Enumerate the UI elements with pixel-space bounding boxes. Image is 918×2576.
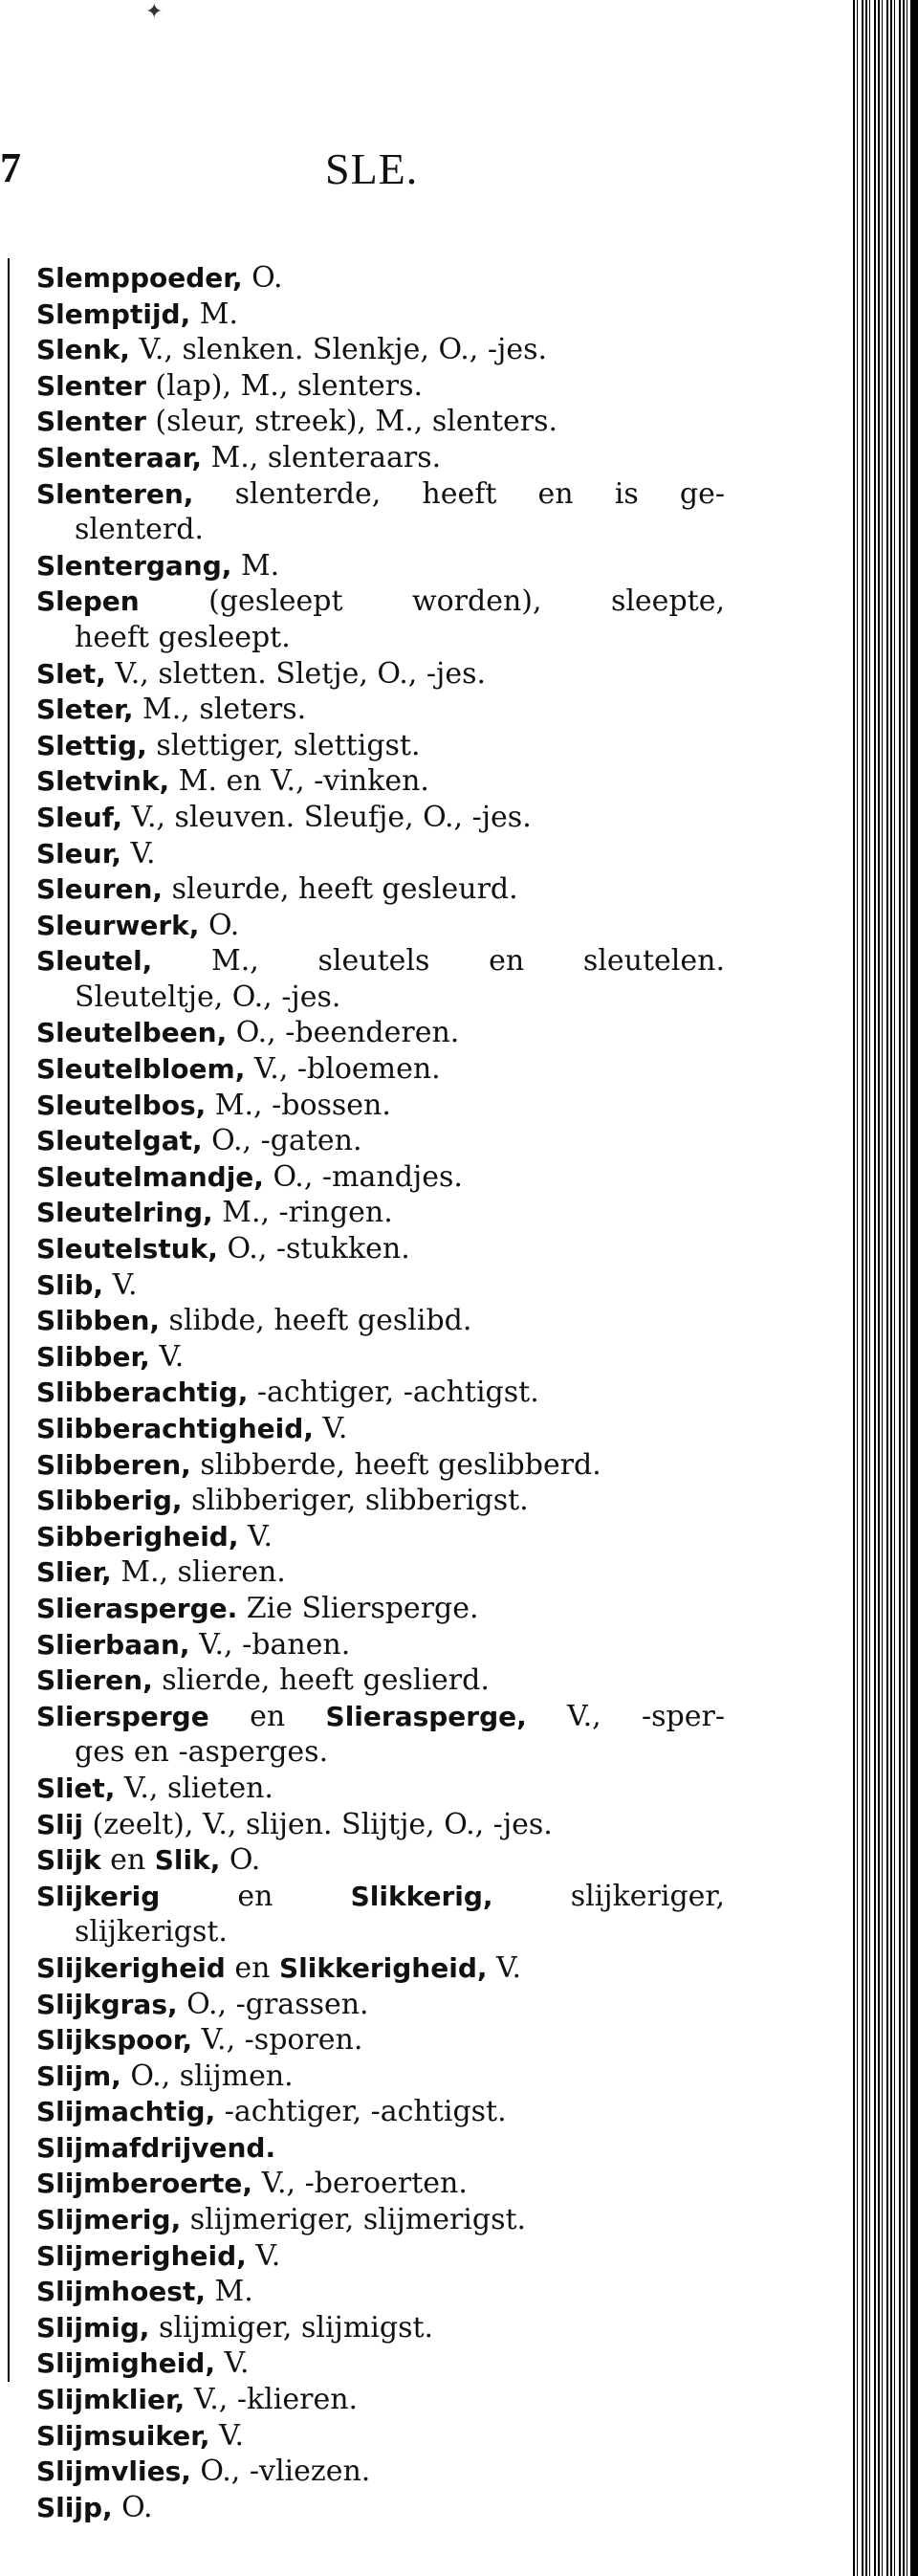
headword: Slenteraar, [36, 441, 202, 473]
dictionary-entry [36, 1375, 725, 1411]
headword: Sletvink, [36, 765, 170, 798]
entry-text: V. [214, 2346, 250, 2381]
dictionary-entry [36, 656, 725, 693]
dictionary-entry [36, 1339, 725, 1376]
headword: Sleter, [36, 694, 134, 726]
entry-text: slijmeriger, slijmerigst. [181, 2203, 527, 2237]
entry-text: V., sletten. Sletje, O., -jes. [105, 656, 487, 691]
entry-text: V. [209, 2418, 245, 2453]
entry-text: M. [190, 297, 239, 331]
headword: Sleutelbeen, [36, 1017, 228, 1049]
entry-text: V., slieten. [115, 1771, 273, 1805]
entry-text: V., -banen. [189, 1627, 351, 1662]
headword: Sleuren, [36, 873, 164, 906]
headword: Sleutel, [36, 945, 153, 978]
headword: Slijmachtig, [36, 2096, 216, 2128]
entry-text: (lap), M., slenters. [145, 368, 424, 403]
headword: Sleutelgat, [36, 1125, 203, 1157]
dictionary-entry [36, 440, 725, 476]
dictionary-entry [36, 1123, 725, 1159]
entry-text: O., -grassen. [177, 1987, 369, 2021]
dictionary-entry [36, 1662, 725, 1699]
headword: Slib, [36, 1268, 104, 1301]
entry-text: slenterde, heeft en is ge- [193, 476, 725, 511]
entry-continuation: Sleuteltje, O., -jes. [75, 980, 341, 1014]
headword: Slijmberoerte, [36, 2168, 253, 2200]
dictionary-entry [36, 2490, 725, 2526]
headword: Sleurwerk, [36, 909, 200, 941]
book-binding-edge [910, 0, 918, 2576]
entry-continuation: slijkerigst. [75, 1915, 228, 1949]
dictionary-entry [36, 908, 725, 944]
headword: Slierbaan, [36, 1628, 190, 1661]
entry-text: O., slijmen. [120, 2059, 294, 2093]
headword: Slenter [36, 369, 146, 402]
dictionary-entry [36, 1088, 725, 1124]
headword: Slibberig, [36, 1485, 183, 1517]
headword: Slibberachtig, [36, 1376, 249, 1409]
entry-text: O., -mandjes. [263, 1159, 463, 1194]
entry-text: V. [246, 2238, 281, 2273]
entry-text: O. [242, 261, 283, 295]
dictionary-entry [36, 2166, 725, 2202]
entry-text: V., -klieren. [185, 2383, 359, 2417]
headword: Slierasperge. [36, 1592, 238, 1624]
headword: Slijmigheid, [36, 2347, 215, 2380]
entry-text: slierde, heeft geslierd. [152, 1663, 490, 1698]
headword: Slijmvlies, [36, 2455, 191, 2488]
headword: Sleutelring, [36, 1197, 213, 1229]
dictionary-entry [36, 2059, 725, 2095]
entry-text: V. [313, 1412, 348, 1445]
headword: Slijmig, [36, 2311, 150, 2344]
entry-text: O., -stukken. [217, 1232, 410, 1266]
entry-text: slibberiger, slibberigst. [182, 1484, 529, 1518]
dictionary-entry [36, 1411, 725, 1447]
entry-text: V., -bloemen. [245, 1052, 441, 1087]
headword: Slijmhoest, [36, 2276, 206, 2308]
headword: Slijkspoor, [36, 2024, 193, 2057]
entry-text: M. en V., -vinken. [169, 764, 429, 799]
dictionary-entry [36, 297, 725, 333]
headword: Slijkgras, [36, 1988, 178, 2020]
dictionary-entry [36, 2022, 725, 2059]
entry-text: O., -beenderen. [227, 1016, 460, 1050]
entry-text: V. [487, 1950, 521, 1985]
dictionary-entry [36, 763, 725, 800]
entry-text: O. [112, 2490, 153, 2524]
entry-text: M., slenteraars. [202, 440, 442, 474]
headword: Slet, [36, 657, 106, 690]
dictionary-entry [36, 1231, 725, 1267]
dictionary-entry [36, 476, 725, 513]
entry-text: (zeelt), V., slijen. Slijtje, O., -jes. [82, 1807, 553, 1841]
headword: Slieren, [36, 1664, 153, 1697]
headword: Sleutelbos, [36, 1089, 207, 1121]
headword: Slijkerig [36, 1880, 161, 1912]
entry-text: M. [205, 2275, 253, 2309]
dictionary-entry [36, 2345, 725, 2382]
entry-text: slettiger, slettigst. [146, 728, 421, 762]
headword: Slikkerigheid, [279, 1951, 488, 1984]
dictionary-entry [36, 2418, 725, 2455]
headword: Slijk [36, 1844, 101, 1877]
dictionary-entry [36, 368, 725, 405]
entry-text: en [208, 1699, 326, 1733]
entry-text: O. [199, 908, 240, 942]
entry-text: M., slieren. [111, 1555, 286, 1590]
page-title: SLE. [325, 144, 419, 193]
entry-text: V. [238, 1519, 273, 1553]
headword: Slijmklier, [36, 2384, 186, 2416]
entry-text: M., sleutels en sleutelen. [152, 944, 725, 979]
entry-text: en [160, 1879, 351, 1913]
headword: Slepen [36, 585, 140, 618]
entry-text: (sleur, streek), M., slenters. [145, 405, 558, 439]
page-number: 7 [0, 144, 21, 191]
dictionary-entry [36, 1447, 725, 1484]
headword: Sleur, [36, 837, 122, 870]
dictionary-entry [36, 2274, 725, 2310]
headword: Sliersperge [36, 1700, 209, 1732]
dictionary-entry [36, 1807, 725, 1843]
dictionary-entry [36, 2238, 725, 2275]
dictionary-entry [36, 692, 725, 728]
entry-text: V. [149, 1339, 185, 1374]
dictionary-entry [36, 1483, 725, 1519]
entry-text: V. [121, 836, 156, 870]
entry-text: M., -ringen. [212, 1196, 393, 1230]
entry-continuation: slenterd. [75, 513, 204, 547]
dictionary-entry [36, 332, 725, 368]
dictionary-entry [36, 1879, 725, 1915]
headword: Slenter [36, 406, 146, 438]
headword: Slibber, [36, 1340, 150, 1373]
dictionary-entry [36, 1519, 725, 1555]
headword: Slier, [36, 1556, 112, 1589]
entry-text: (gesleept worden), sleepte, [139, 584, 725, 619]
margin-rule [8, 258, 10, 2382]
headword: Slik, [154, 1844, 221, 1877]
entry-text: V., -beroerten. [252, 2167, 468, 2201]
dictionary-entry [36, 1267, 725, 1304]
headword: Slijp, [36, 2491, 113, 2523]
dictionary-entry [36, 836, 725, 872]
dictionary-entry [36, 1303, 725, 1339]
dictionary-entry [36, 2382, 725, 2418]
dictionary-entry [36, 404, 725, 440]
entry-text: M., -bossen. [206, 1088, 391, 1122]
headword: Slenteren, [36, 477, 194, 510]
headword: Slibberachtigheid, [36, 1413, 314, 1444]
entry-text: M. [231, 548, 280, 583]
dictionary-entry [36, 1591, 725, 1627]
entry-text: en [100, 1843, 155, 1878]
entry-text: V., -sper- [526, 1699, 725, 1733]
dictionary-entry [36, 1195, 725, 1231]
headword: Sleutelmandje, [36, 1160, 264, 1193]
headword: Sleutelbloem, [36, 1053, 246, 1086]
dictionary-entry [36, 1554, 725, 1591]
dictionary-entry [36, 943, 725, 980]
entry-text: -achtiger, -achtigst. [215, 2095, 507, 2129]
dictionary-entry [36, 1015, 725, 1051]
dictionary-entry [36, 260, 725, 297]
dictionary-entry [36, 1950, 725, 1987]
headword: Sleuf, [36, 801, 122, 833]
entry-text: V., sleuven. Sleufje, O., -jes. [121, 800, 532, 834]
headword: Slierasperge, [325, 1700, 527, 1732]
dictionary-entry [36, 548, 725, 584]
dictionary-entry [36, 583, 725, 620]
entry-text: slijkeriger, [492, 1879, 725, 1913]
entry-continuation: ges en -asperges. [75, 1735, 329, 1770]
entry-text: O., -vliezen. [190, 2455, 371, 2489]
headword: Sliet, [36, 1772, 116, 1804]
entry-text: O. [220, 1843, 261, 1878]
headword: Slibberen, [36, 1448, 191, 1481]
dictionary-entry [36, 1159, 725, 1196]
dictionary-entry [36, 800, 725, 836]
entry-text: slibberde, heeft geslibberd. [190, 1447, 601, 1482]
headword: Slijm, [36, 2059, 121, 2092]
entry-continuation: heeft gesleept. [75, 620, 291, 654]
dictionary-entry [36, 1987, 725, 2023]
headword: Slibben, [36, 1305, 161, 1337]
dictionary-entry [36, 1842, 725, 1879]
headword: Sleutelstuk, [36, 1233, 218, 1266]
dictionary-entry [36, 2130, 725, 2167]
entry-text: V. [103, 1267, 138, 1302]
entry-text: M., sleters. [133, 693, 307, 727]
headword: Sibberigheid, [36, 1520, 239, 1552]
entry-text: slijmiger, slijmigst. [149, 2310, 434, 2345]
entry-text: -achtiger, -achtigst. [248, 1376, 539, 1410]
dictionary-entry [36, 728, 725, 764]
headword: Slijmerig, [36, 2204, 182, 2236]
headword: Slijkerigheid [36, 1951, 226, 1984]
dictionary-entry [36, 871, 725, 908]
entry-text: V., -sporen. [192, 2023, 363, 2058]
headword: Slijmerigheid, [36, 2239, 247, 2272]
headword: Slijmafdrijvend. [36, 2131, 276, 2164]
entry-text: O., -gaten. [202, 1124, 362, 1158]
headword: Slettig, [36, 729, 147, 761]
dictionary-entry [36, 2310, 725, 2346]
headword: Slijmsuiker, [36, 2419, 210, 2452]
entry-text: sleurde, heeft gesleurd. [163, 872, 518, 907]
entry-text: slibde, heeft geslibd. [160, 1304, 472, 1338]
entry-text: Zie Sliersperge. [237, 1591, 479, 1625]
dictionary-entry [36, 1699, 725, 1735]
entry-text: V., slenken. Slenkje, O., -jes. [129, 333, 548, 367]
book-binding [853, 0, 918, 2576]
headword: Slikkerig, [350, 1880, 493, 1912]
headword: Slij [36, 1808, 83, 1840]
headword: Slemptijd, [36, 297, 191, 330]
dictionary-entry [36, 1051, 725, 1088]
dictionary-entry [36, 2454, 725, 2490]
entry-text: en [225, 1950, 279, 1985]
headword: Slemppoeder, [36, 262, 243, 294]
dictionary-entry [36, 2094, 725, 2130]
headword: Slenk, [36, 334, 130, 366]
headword: Slentergang, [36, 549, 232, 582]
dictionary-entry [36, 1627, 725, 1663]
top-mark: ✦ [145, 0, 164, 24]
dictionary-entry [36, 1771, 725, 1807]
dictionary-entries [36, 260, 725, 2525]
dictionary-entry [36, 2202, 725, 2238]
